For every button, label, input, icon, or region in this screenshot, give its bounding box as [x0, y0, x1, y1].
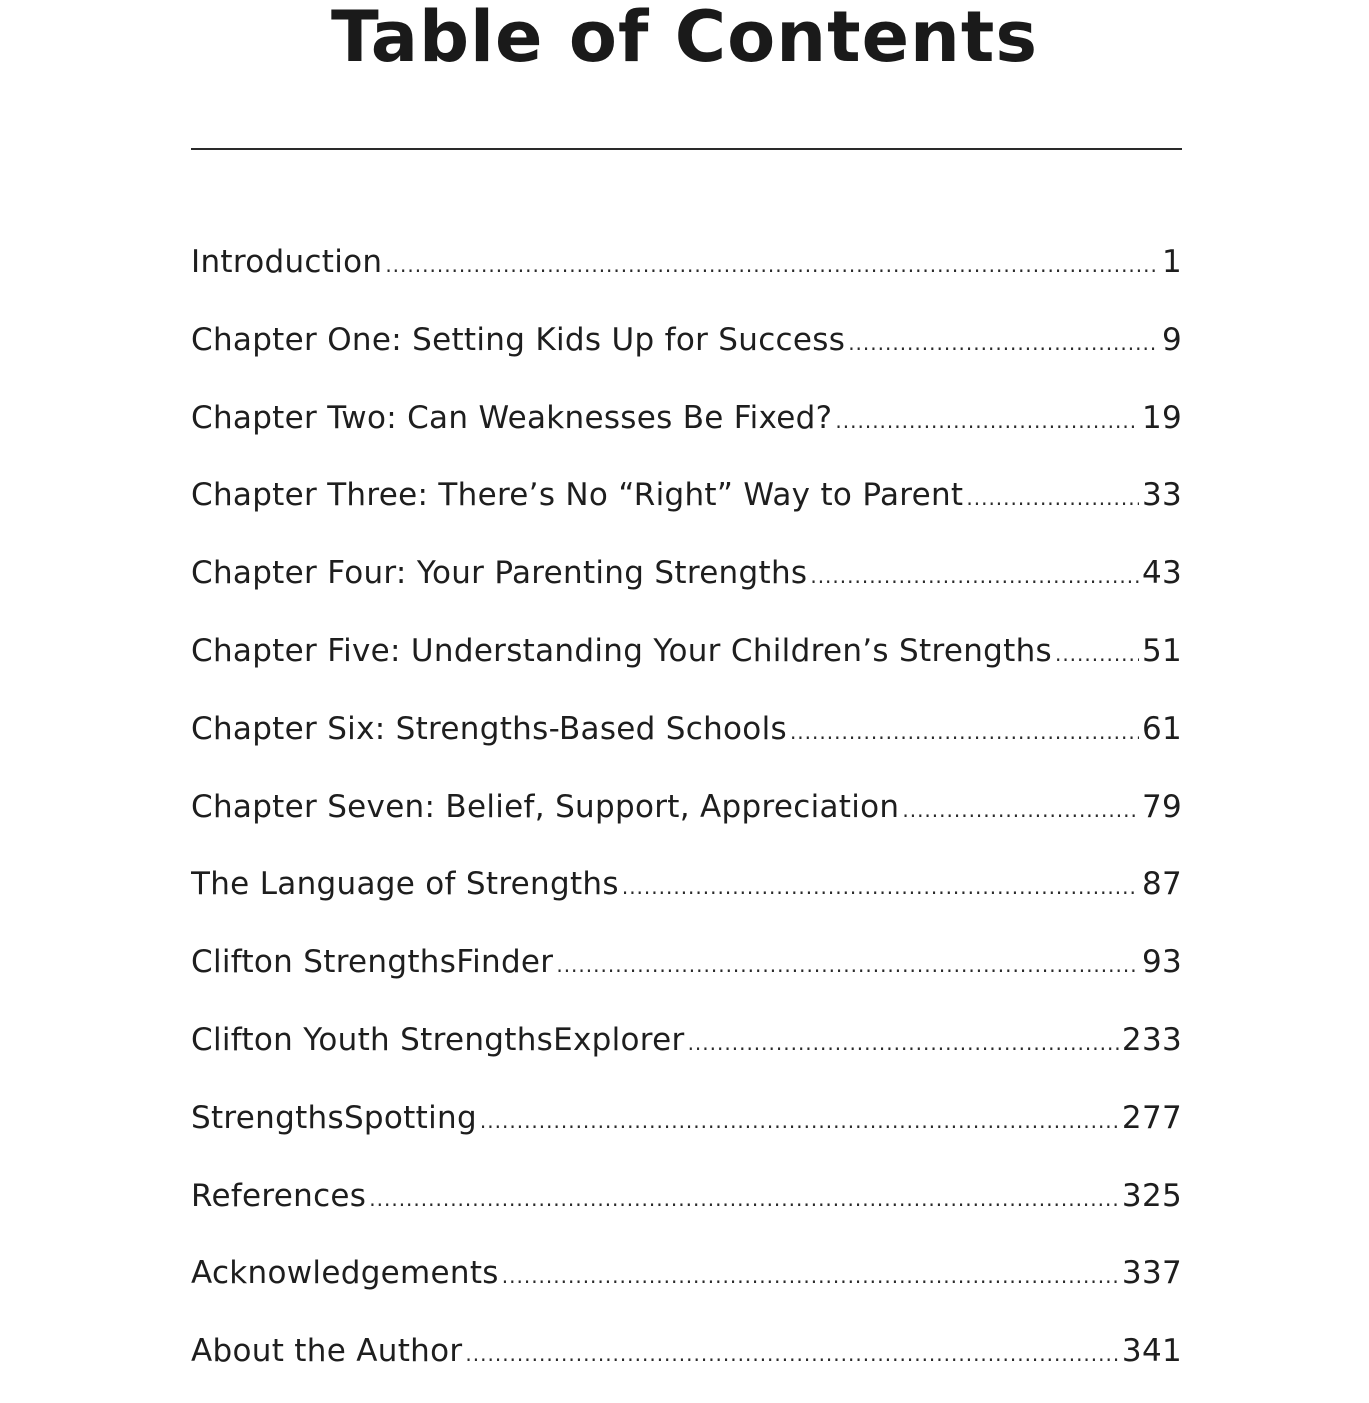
toc-entry-page: 61	[1141, 710, 1182, 747]
dot-leader	[622, 861, 1139, 913]
toc-entry-page: 93	[1141, 944, 1182, 981]
toc-entry-title: Clifton Youth StrengthsExplorer	[191, 1021, 685, 1058]
toc-entry[interactable]	[191, 1014, 1182, 1092]
toc-entry[interactable]	[191, 1247, 1182, 1325]
toc-entry-page: 51	[1141, 632, 1182, 669]
toc-entry-title: Chapter One: Setting Kids Up for Success	[191, 321, 846, 358]
toc-entry-page: 33	[1141, 477, 1182, 514]
toc-entry-page: 87	[1141, 866, 1182, 903]
toc-entry-title: Chapter Five: Understanding Your Children’s Strengths	[191, 632, 1052, 669]
toc-entry[interactable]	[191, 858, 1182, 936]
dot-leader	[966, 472, 1139, 524]
dot-leader	[835, 395, 1139, 447]
toc-entry-title: The Language of Strengths	[191, 866, 619, 903]
toc-entry-title: Acknowledgements	[191, 1255, 499, 1292]
toc-entry-page: 337	[1121, 1255, 1182, 1292]
toc-entry-title: Chapter Seven: Belief, Support, Appreciation	[191, 788, 900, 825]
toc-entry-page: 341	[1121, 1333, 1182, 1370]
toc-entry[interactable]	[191, 314, 1182, 392]
dot-leader	[502, 1250, 1119, 1302]
toc-entry[interactable]	[191, 936, 1182, 1014]
toc-entry-page: 277	[1121, 1099, 1182, 1136]
dot-leader	[480, 1095, 1119, 1147]
toc-entry[interactable]	[191, 1170, 1182, 1248]
toc-entry[interactable]	[191, 469, 1182, 547]
toc-entry-title: Chapter Two: Can Weaknesses Be Fixed?	[191, 399, 833, 436]
toc-entry[interactable]	[191, 781, 1182, 859]
toc-entry[interactable]	[191, 236, 1182, 314]
toc-entry-page: 233	[1121, 1021, 1182, 1058]
toc-entry-page: 79	[1141, 788, 1182, 825]
toc-entry-page: 43	[1141, 555, 1182, 592]
toc-entry-title: Chapter Three: There’s No “Right” Way to Parent	[191, 477, 964, 514]
page-title: Table of Contents	[330, 0, 1039, 78]
dot-leader	[1055, 628, 1139, 680]
toc-entry[interactable]	[191, 625, 1182, 703]
toc-entry-page: 19	[1141, 399, 1182, 436]
dot-leader	[385, 239, 1159, 291]
dot-leader	[902, 784, 1139, 836]
toc-entry-title: About the Author	[191, 1333, 463, 1370]
toc-entry[interactable]	[191, 1325, 1182, 1403]
toc-entry-title: Clifton StrengthsFinder	[191, 944, 554, 981]
dot-leader	[465, 1328, 1119, 1380]
toc-entry-page: 325	[1121, 1177, 1182, 1214]
dot-leader	[556, 939, 1139, 991]
toc-entry[interactable]	[191, 392, 1182, 470]
toc-entry-title: Chapter Four: Your Parenting Strengths	[191, 555, 808, 592]
toc-entry[interactable]	[191, 547, 1182, 625]
toc-entry-title: References	[191, 1177, 367, 1214]
dot-leader	[369, 1173, 1119, 1225]
title-divider	[191, 148, 1182, 150]
dot-leader	[848, 317, 1159, 369]
toc-entry-page: 9	[1161, 321, 1182, 358]
dot-leader	[688, 1017, 1119, 1069]
toc-entry-page: 1	[1161, 244, 1182, 280]
toc-entry[interactable]	[191, 1092, 1182, 1170]
toc-entry-title: Chapter Six: Strengths-Based Schools	[191, 710, 787, 747]
toc-entry-title: StrengthsSpotting	[191, 1099, 477, 1136]
toc-entry-title: Introduction	[191, 244, 383, 280]
dot-leader	[790, 706, 1139, 758]
dot-leader	[810, 550, 1139, 602]
toc-entry[interactable]	[191, 703, 1182, 781]
table-of-contents	[191, 236, 1182, 1403]
